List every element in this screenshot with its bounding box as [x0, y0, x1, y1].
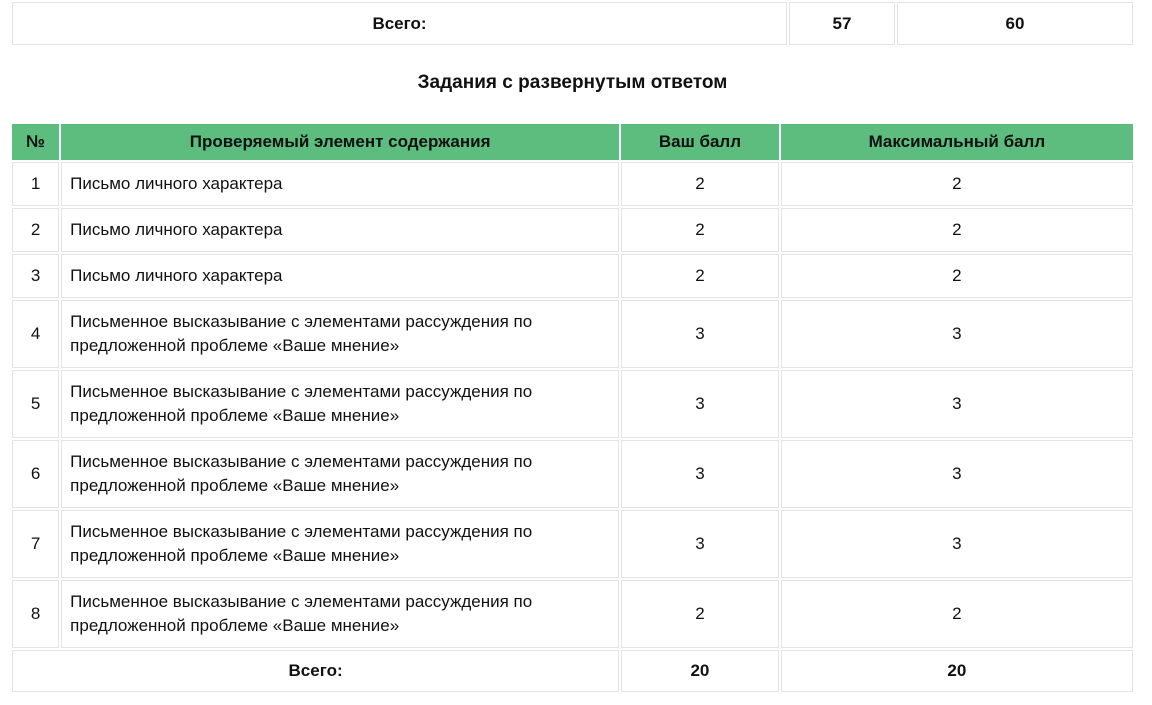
table-row — [12, 162, 1133, 206]
row-num: 8 — [12, 580, 59, 648]
total-row — [12, 650, 1133, 692]
row-your-score: 3 — [621, 510, 779, 578]
row-max-score: 3 — [781, 440, 1133, 508]
summary-your-score: 57 — [789, 2, 895, 45]
total-label: Всего: — [12, 650, 619, 692]
summary-table — [10, 0, 1135, 47]
row-max-score: 2 — [781, 254, 1133, 298]
table-row — [12, 510, 1133, 578]
row-max-score: 3 — [781, 300, 1133, 368]
row-num: 2 — [12, 208, 59, 252]
table-row — [12, 370, 1133, 438]
summary-label: Всего: — [12, 2, 787, 45]
row-num: 4 — [12, 300, 59, 368]
column-header-num: № — [12, 124, 59, 160]
table-row — [12, 440, 1133, 508]
table-row — [12, 208, 1133, 252]
total-max-score: 20 — [781, 650, 1133, 692]
total-your-score: 20 — [621, 650, 779, 692]
table-row — [12, 300, 1133, 368]
row-your-score: 3 — [621, 440, 779, 508]
row-element: Письменное высказывание с элементами рассуждения по предложенной проблеме «Ваше мнение» — [61, 440, 619, 508]
row-max-score: 3 — [781, 510, 1133, 578]
row-num: 6 — [12, 440, 59, 508]
row-element: Письмо личного характера — [61, 208, 619, 252]
row-your-score: 2 — [621, 208, 779, 252]
row-your-score: 2 — [621, 580, 779, 648]
row-max-score: 2 — [781, 580, 1133, 648]
row-element: Письменное высказывание с элементами рассуждения по предложенной проблеме «Ваше мнение» — [61, 300, 619, 368]
row-your-score: 3 — [621, 300, 779, 368]
summary-row — [12, 2, 1133, 45]
row-num: 5 — [12, 370, 59, 438]
row-your-score: 3 — [621, 370, 779, 438]
table-header-row — [12, 124, 1133, 160]
row-max-score: 2 — [781, 208, 1133, 252]
summary-max-score: 60 — [897, 2, 1133, 45]
row-element: Письменное высказывание с элементами рассуждения по предложенной проблеме «Ваше мнение» — [61, 370, 619, 438]
row-num: 3 — [12, 254, 59, 298]
table-row — [12, 580, 1133, 648]
row-element: Письмо личного характера — [61, 254, 619, 298]
row-num: 7 — [12, 510, 59, 578]
row-element: Письменное высказывание с элементами рассуждения по предложенной проблеме «Ваше мнение» — [61, 510, 619, 578]
column-header-element: Проверяемый элемент содержания — [61, 124, 619, 160]
row-element: Письмо личного характера — [61, 162, 619, 206]
section-title: Задания с развернутым ответом — [417, 72, 728, 93]
table-row — [12, 254, 1133, 298]
row-element: Письменное высказывание с элементами рассуждения по предложенной проблеме «Ваше мнение» — [61, 580, 619, 648]
row-your-score: 2 — [621, 254, 779, 298]
column-header-max-score: Максимальный балл — [781, 124, 1133, 160]
extended-answer-table — [10, 122, 1135, 694]
column-header-your-score: Ваш балл — [621, 124, 779, 160]
row-your-score: 2 — [621, 162, 779, 206]
row-max-score: 3 — [781, 370, 1133, 438]
row-num: 1 — [12, 162, 59, 206]
row-max-score: 2 — [781, 162, 1133, 206]
